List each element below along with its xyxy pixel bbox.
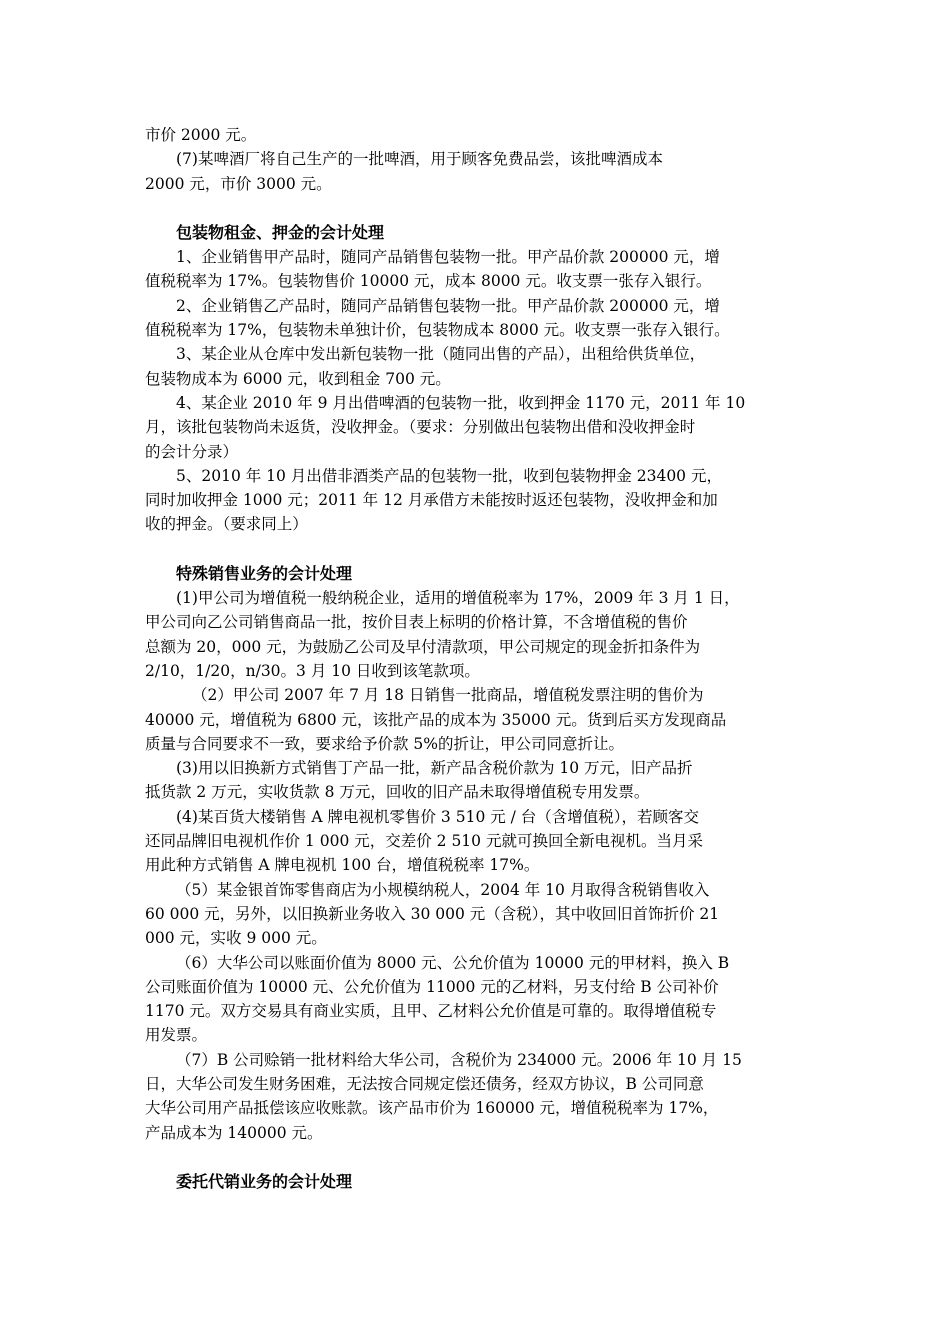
text-line: 抵货款 2 万元，实收货款 8 万元，回收的旧产品未取得增值税专用发票。 <box>145 783 650 802</box>
text-line: 1、企业销售甲产品时，随同产品销售包装物一批。甲产品价款 200000 元，增 <box>176 248 720 267</box>
text-line: 月，该批包装物尚未返货，没收押金。（要求：分别做出包装物出借和没收押金时 <box>145 418 696 437</box>
text-line: 包装物成本为 6000 元，收到租金 700 元。 <box>145 369 451 388</box>
text-line: 5、2010 年 10 月出借非酒类产品的包装物一批，收到包装物押金 23400 元， <box>176 466 722 485</box>
text-line: 3、某企业从仓库中发出新包装物一批（随同出售的产品），出租给供货单位， <box>176 345 706 364</box>
text-line: 大华公司用产品抵偿该应收账款。该产品市价为 160000 元，增值税税率为 17%， <box>145 1099 719 1118</box>
text-line: 总额为 20，000 元，为鼓励乙公司及早付清款项，甲公司规定的现金折扣条件为 <box>145 637 701 656</box>
text-line: 用此种方式销售 A 牌电视机 100 台，增值税税率 17%。 <box>145 856 540 875</box>
text-line: （2）甲公司 2007 年 7 月 18 日销售一批商品，增值税发票注明的售价为 <box>192 686 704 705</box>
text-line: 000 元，实收 9 000 元。 <box>145 929 327 948</box>
text-line: 2、企业销售乙产品时，随同产品销售包装物一批。甲产品价款 200000 元，增 <box>176 296 720 315</box>
text-line: 1170 元。双方交易具有商业实质，且甲、乙材料公允价值是可靠的。取得增值税专 <box>145 1002 717 1021</box>
text-line: (3)用以旧换新方式销售丁产品一批，新产品含税价款为 10 万元，旧产品折 <box>176 759 693 778</box>
text-line: 60 000 元，另外，以旧换新业务收入 30 000 元（含税），其中收回旧首饰折价 21 <box>145 904 720 923</box>
text-line: (7)某啤酒厂将自己生产的一批啤酒，用于顾客免费品尝，该批啤酒成本 <box>176 150 663 169</box>
text-line: （6）大华公司以账面价值为 8000 元、公允价值为 10000 元的甲材料，换入 B <box>176 953 730 972</box>
text-line: 收的押金。（要求同上） <box>145 515 308 534</box>
text-line: （5）某金银首饰零售商店为小规模纳税人，2004 年 10 月取得含税销售收入 <box>176 880 710 899</box>
text-line: 2/10，1/20，n/30。3 月 10 日收到该笔款项。 <box>145 661 480 680</box>
text-line: 市价 2000 元。 <box>145 126 257 144</box>
text-line: (1)甲公司为增值税一般纳税企业，适用的增值税率为 17%，2009 年 3 月 1 日， <box>176 589 740 608</box>
text-line: 产品成本为 140000 元。 <box>145 1123 323 1142</box>
text-line: 值税税率为 17%。包装物售价 10000 元，成本 8000 元。收支票一张存入银行。 <box>145 272 712 291</box>
text-line: 日，大华公司发生财务困难，无法按合同规定偿还债务，经双方协议，B 公司同意 <box>145 1074 704 1093</box>
section-heading-special-sales: 特殊销售业务的会计处理 <box>176 563 353 583</box>
text-line: （7）B 公司赊销一批材料给大华公司，含税价为 234000 元。2006 年 10 月 15 <box>176 1050 742 1069</box>
text-line: 40000 元，增值税为 6800 元，该批产品的成本为 35000 元。货到后买方发现商品 <box>145 710 727 729</box>
text-line: 用发票。 <box>145 1026 208 1045</box>
text-line: 甲公司向乙公司销售商品一批，按价目表上标明的价格计算，不含增值税的售价 <box>145 613 688 632</box>
text-line: 2000 元，市价 3000 元。 <box>145 174 332 193</box>
text-line: 同时加收押金 1000 元；2011 年 12 月承借方未能按时返还包装物，没收押金和加 <box>145 491 718 510</box>
text-line: 还同品牌旧电视机作价 1 000 元，交差价 2 510 元就可换回全新电视机。当月采 <box>145 832 703 851</box>
text-line: 值税税率为 17%，包装物未单独计价，包装物成本 8000 元。收支票一张存入银行。 <box>145 321 730 340</box>
document-page <box>145 123 807 1194</box>
text-line: (4)某百货大楼销售 A 牌电视机零售价 3 510 元 / 台（含增值税），若顾客交 <box>176 807 700 826</box>
text-line: 的会计分录） <box>145 442 239 461</box>
text-line: 4、某企业 2010 年 9 月出借啤酒的包装物一批，收到押金 1170 元，2011 年 10 <box>176 393 746 412</box>
text-line: 公司账面价值为 10000 元、公允价值为 11000 元的乙材料，另支付给 B 公司补价 <box>145 977 719 996</box>
section-heading-packaging: 包装物租金、押金的会计处理 <box>176 222 385 242</box>
section-heading-consignment: 委托代销业务的会计处理 <box>176 1171 353 1191</box>
text-line: 质量与合同要求不一致，要求给予价款 5%的折让，甲公司同意折让。 <box>145 734 625 753</box>
